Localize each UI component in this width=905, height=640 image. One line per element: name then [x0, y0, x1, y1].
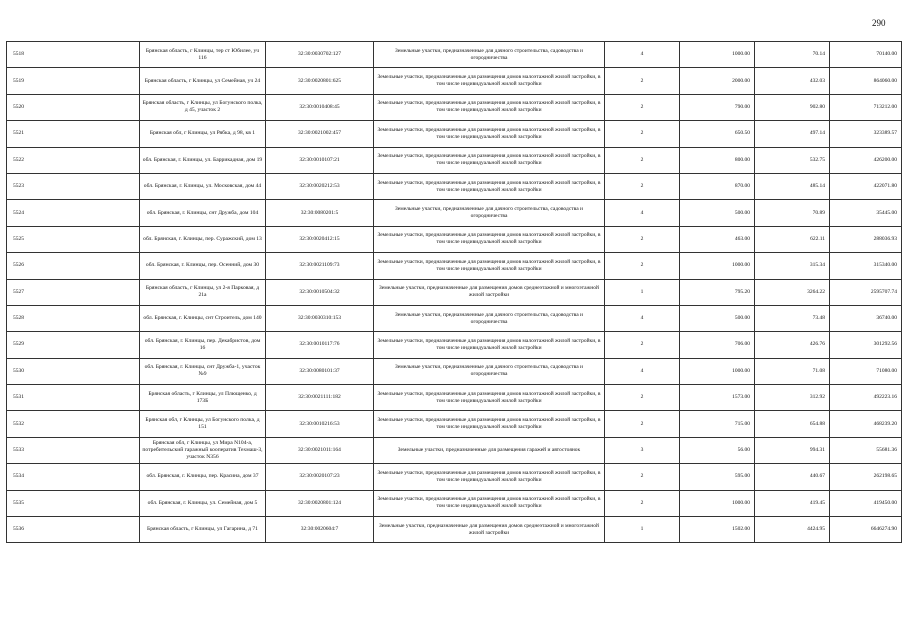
- cell-cadastral-value: 55681.36: [830, 437, 902, 463]
- cell-address: Брянская область, г Клинцы, ул Плющенко, д 173Б: [140, 385, 266, 411]
- cell-specific-value: 440.67: [755, 464, 830, 490]
- cell-group-code: 4: [605, 200, 680, 226]
- cell-area: 2000.00: [680, 68, 755, 94]
- cell-land-use-type: Земельные участки, предназначенные для дачного строительства, садоводства и огородничества: [374, 42, 605, 68]
- cell-address: Брянская область, г Клинцы, тер ст Юбилее, уч 116: [140, 42, 266, 68]
- cell-specific-value: 71.08: [755, 358, 830, 384]
- cell-address: обл. Брянская, г. Клинцы, снт Дружба, дом 104: [140, 200, 266, 226]
- cell-area: 1000.00: [680, 253, 755, 279]
- cell-row-number: 5522: [7, 147, 140, 173]
- cell-cadastral-number: 32:30:0020801:124: [266, 490, 374, 516]
- table-row: [7, 200, 902, 226]
- cell-cadastral-value: 288036.93: [830, 226, 902, 252]
- cell-group-code: 1: [605, 517, 680, 543]
- cell-specific-value: 70.89: [755, 200, 830, 226]
- cell-row-number: 5528: [7, 305, 140, 331]
- cell-row-number: 5518: [7, 42, 140, 68]
- table-row: [7, 42, 902, 68]
- cell-land-use-type: Земельные участки, предназначенные для размещения домов малоэтажной жилой застройки, в том числе индивидуальной жилой застройки: [374, 332, 605, 358]
- cell-group-code: 2: [605, 490, 680, 516]
- cell-specific-value: 532.75: [755, 147, 830, 173]
- table-row: [7, 253, 902, 279]
- land-plots-table: [6, 41, 902, 543]
- cell-specific-value: 426.76: [755, 332, 830, 358]
- cell-area: 595.00: [680, 464, 755, 490]
- cell-group-code: 2: [605, 385, 680, 411]
- cell-specific-value: 312.92: [755, 385, 830, 411]
- cell-address: Брянская область, г Клинцы, ул Богунского полка, д 45, участок 2: [140, 94, 266, 120]
- cell-row-number: 5519: [7, 68, 140, 94]
- cell-group-code: 2: [605, 226, 680, 252]
- cell-cadastral-number: 32:30:0080101:37: [266, 358, 374, 384]
- cell-row-number: 5521: [7, 121, 140, 147]
- table-row: [7, 147, 902, 173]
- cell-specific-value: 485.14: [755, 173, 830, 199]
- table-row: [7, 464, 902, 490]
- table-row: [7, 226, 902, 252]
- cell-land-use-type: Земельные участки, предназначенные для размещения домов малоэтажной жилой застройки, в том числе индивидуальной жилой застройки: [374, 147, 605, 173]
- cell-specific-value: 497.14: [755, 121, 830, 147]
- cell-cadastral-number: 32:30:0020107:23: [266, 464, 374, 490]
- cell-area: 1000.00: [680, 490, 755, 516]
- cell-row-number: 5532: [7, 411, 140, 437]
- cell-group-code: 2: [605, 411, 680, 437]
- cell-land-use-type: Земельные участки, предназначенные для размещения домов малоэтажной жилой застройки, в том числе индивидуальной жилой застройки: [374, 385, 605, 411]
- cell-address: Брянская область, г Клинцы, ул 2-я Парковая, д 21а: [140, 279, 266, 305]
- cell-land-use-type: Земельные участки, предназначенные для размещения домов среднеэтажной и многоэтажной жилой застройки: [374, 279, 605, 305]
- cell-cadastral-value: 70140.00: [830, 42, 902, 68]
- cell-group-code: 2: [605, 121, 680, 147]
- cell-cadastral-value: 492223.16: [830, 385, 902, 411]
- cell-area: 795.20: [680, 279, 755, 305]
- cell-cadastral-value: 422071.80: [830, 173, 902, 199]
- cell-land-use-type: Земельные участки, предназначенные для дачного строительства, садоводства и огородничества: [374, 200, 605, 226]
- cell-address: Брянская обл, г Клинцы, ул Богунского полка, д 151: [140, 411, 266, 437]
- cell-row-number: 5534: [7, 464, 140, 490]
- cell-area: 1000.00: [680, 42, 755, 68]
- cell-cadastral-value: 315340.00: [830, 253, 902, 279]
- cell-area: 870.00: [680, 173, 755, 199]
- cell-address: обл. Брянская, г. Клинцы, пер. Декабристов, дом 16: [140, 332, 266, 358]
- cell-specific-value: 3264.22: [755, 279, 830, 305]
- cell-area: 56.00: [680, 437, 755, 463]
- table-row: [7, 437, 902, 463]
- cell-land-use-type: Земельные участки, предназначенные для размещения домов малоэтажной жилой застройки, в том числе индивидуальной жилой застройки: [374, 121, 605, 147]
- table-row: [7, 68, 902, 94]
- cell-land-use-type: Земельные участки, предназначенные для дачного строительства, садоводства и огородничества: [374, 358, 605, 384]
- cell-cadastral-value: 323389.57: [830, 121, 902, 147]
- cell-cadastral-value: 864060.00: [830, 68, 902, 94]
- cell-specific-value: 70.14: [755, 42, 830, 68]
- cell-area: 715.00: [680, 411, 755, 437]
- cell-area: 706.00: [680, 332, 755, 358]
- cell-row-number: 5531: [7, 385, 140, 411]
- cell-specific-value: 419.45: [755, 490, 830, 516]
- cell-cadastral-number: 32:30:0020212:53: [266, 173, 374, 199]
- cell-address: обл. Брянская, г. Клинцы, пер. Осенний, дом 30: [140, 253, 266, 279]
- table-row: [7, 517, 902, 543]
- cell-cadastral-number: 32:30:0080201:5: [266, 200, 374, 226]
- cell-area: 1502.00: [680, 517, 755, 543]
- cell-group-code: 2: [605, 147, 680, 173]
- cell-specific-value: 902.80: [755, 94, 830, 120]
- cell-cadastral-number: 32:30:0020412:15: [266, 226, 374, 252]
- cell-group-code: 2: [605, 68, 680, 94]
- cell-address: обл. Брянская, г. Клинцы, пер. Красина, дом 37: [140, 464, 266, 490]
- cell-cadastral-value: 301292.56: [830, 332, 902, 358]
- cell-cadastral-value: 35445.00: [830, 200, 902, 226]
- cell-specific-value: 315.34: [755, 253, 830, 279]
- table-row: [7, 94, 902, 120]
- cell-row-number: 5525: [7, 226, 140, 252]
- cell-cadastral-value: 71080.00: [830, 358, 902, 384]
- cell-cadastral-number: 32:30:0010408:45: [266, 94, 374, 120]
- cell-group-code: 2: [605, 94, 680, 120]
- cell-address: обл. Брянская, г. Клинцы, снт Дружба-1, участок №9: [140, 358, 266, 384]
- cell-cadastral-value: 262198.65: [830, 464, 902, 490]
- cell-land-use-type: Земельные участки, предназначенные для размещения домов малоэтажной жилой застройки, в том числе индивидуальной жилой застройки: [374, 68, 605, 94]
- cell-land-use-type: Земельные участки, предназначенные для дачного строительства, садоводства и огородничества: [374, 305, 605, 331]
- cell-cadastral-value: 2595707.74: [830, 279, 902, 305]
- cell-address: Брянская обл, г Клинцы, ул Мира N104-а, потребительский гаражный кооператив Техмаш-3, участок N356: [140, 437, 266, 463]
- cell-specific-value: 73.48: [755, 305, 830, 331]
- cell-land-use-type: Земельные участки, предназначенные для размещения домов малоэтажной жилой застройки, в том числе индивидуальной жилой застройки: [374, 464, 605, 490]
- cell-cadastral-value: 426200.00: [830, 147, 902, 173]
- cell-address: Брянская область, г Клинцы, ул Семейная, уч 24: [140, 68, 266, 94]
- cell-cadastral-value: 713212.00: [830, 94, 902, 120]
- cell-land-use-type: Земельные участки, предназначенные для размещения домов малоэтажной жилой застройки, в том числе индивидуальной жилой застройки: [374, 226, 605, 252]
- cell-row-number: 5529: [7, 332, 140, 358]
- cell-specific-value: 994.31: [755, 437, 830, 463]
- cell-row-number: 5523: [7, 173, 140, 199]
- table-row: [7, 385, 902, 411]
- cell-group-code: 1: [605, 279, 680, 305]
- table-row: [7, 305, 902, 331]
- cell-cadastral-value: 6646274.90: [830, 517, 902, 543]
- cell-cadastral-number: 32:30:0030702:127: [266, 42, 374, 68]
- cell-group-code: 2: [605, 332, 680, 358]
- cell-specific-value: 4424.95: [755, 517, 830, 543]
- cell-area: 463.00: [680, 226, 755, 252]
- table-row: [7, 121, 902, 147]
- cell-land-use-type: Земельные участки, предназначенные для размещения домов малоэтажной жилой застройки, в том числе индивидуальной жилой застройки: [374, 253, 605, 279]
- cell-row-number: 5527: [7, 279, 140, 305]
- cell-group-code: 2: [605, 173, 680, 199]
- cell-group-code: 4: [605, 358, 680, 384]
- cell-row-number: 5520: [7, 94, 140, 120]
- cell-land-use-type: Земельные участки, предназначенные для размещения домов малоэтажной жилой застройки, в том числе индивидуальной жилой застройки: [374, 94, 605, 120]
- table-row: [7, 279, 902, 305]
- table-row: [7, 358, 902, 384]
- cell-address: Брянская область, г Клинцы, ул Гагарина, д 71: [140, 517, 266, 543]
- cell-cadastral-number: 32:30:0021011:164: [266, 437, 374, 463]
- cell-cadastral-number: 32:30:0010117:76: [266, 332, 374, 358]
- cell-row-number: 5530: [7, 358, 140, 384]
- table-row: [7, 173, 902, 199]
- cell-address: обл. Брянская, г. Клинцы, пер. Суражский, дом 13: [140, 226, 266, 252]
- cell-cadastral-number: 32:30:0030310:153: [266, 305, 374, 331]
- cell-area: 790.00: [680, 94, 755, 120]
- cell-group-code: 2: [605, 464, 680, 490]
- cell-group-code: 2: [605, 253, 680, 279]
- cell-land-use-type: Земельные участки, предназначенные для размещения домов малоэтажной жилой застройки, в том числе индивидуальной жилой застройки: [374, 173, 605, 199]
- cell-area: 800.00: [680, 147, 755, 173]
- cell-row-number: 5535: [7, 490, 140, 516]
- cell-address: Брянская обл, г Клинцы, ул Рябка, д 98, кв 1: [140, 121, 266, 147]
- cell-specific-value: 622.11: [755, 226, 830, 252]
- cell-address: обл. Брянская, г. Клинцы, ул. Семейная, дом 5: [140, 490, 266, 516]
- table-body: [7, 42, 902, 543]
- cell-group-code: 3: [605, 437, 680, 463]
- cell-address: обл. Брянская, г. Клинцы, снт Строитель, дом 140: [140, 305, 266, 331]
- cell-group-code: 4: [605, 305, 680, 331]
- table-row: [7, 490, 902, 516]
- cell-row-number: 5524: [7, 200, 140, 226]
- cell-row-number: 5526: [7, 253, 140, 279]
- cell-cadastral-value: 468239.20: [830, 411, 902, 437]
- cell-address: обл. Брянская, г. Клинцы, ул. Московская, дом 44: [140, 173, 266, 199]
- cell-cadastral-number: 32:30:0020801:625: [266, 68, 374, 94]
- cell-cadastral-number: 32:30:0010216:53: [266, 411, 374, 437]
- cell-cadastral-number: 32:30:0021109:73: [266, 253, 374, 279]
- cell-land-use-type: Земельные участки, предназначенные для размещения гаражей и автостоянок: [374, 437, 605, 463]
- cell-cadastral-number: 32:30:0021002:457: [266, 121, 374, 147]
- table-row: [7, 332, 902, 358]
- cell-specific-value: 654.88: [755, 411, 830, 437]
- cell-area: 1573.00: [680, 385, 755, 411]
- cell-cadastral-number: 32:30:0010107:21: [266, 147, 374, 173]
- cell-address: обл. Брянская, г. Клинцы, ул. Баррикадная, дом 19: [140, 147, 266, 173]
- cell-cadastral-number: 32:30:0020604:7: [266, 517, 374, 543]
- page-number: 290: [872, 18, 886, 28]
- cell-cadastral-number: 32:30:0021111:182: [266, 385, 374, 411]
- cell-cadastral-number: 32:30:0010504:32: [266, 279, 374, 305]
- table-row: [7, 411, 902, 437]
- cell-cadastral-value: 419450.00: [830, 490, 902, 516]
- cell-land-use-type: Земельные участки, предназначенные для размещения домов малоэтажной жилой застройки, в том числе индивидуальной жилой застройки: [374, 411, 605, 437]
- cell-land-use-type: Земельные участки, предназначенные для размещения домов малоэтажной жилой застройки, в том числе индивидуальной жилой застройки: [374, 490, 605, 516]
- cell-area: 650.50: [680, 121, 755, 147]
- cell-group-code: 4: [605, 42, 680, 68]
- cell-row-number: 5533: [7, 437, 140, 463]
- cell-land-use-type: Земельные участки, предназначенные для размещения домов среднеэтажной и многоэтажной жилой застройки: [374, 517, 605, 543]
- cell-area: 1000.00: [680, 358, 755, 384]
- cell-area: 500.00: [680, 305, 755, 331]
- cell-row-number: 5536: [7, 517, 140, 543]
- cell-cadastral-value: 36740.00: [830, 305, 902, 331]
- cell-area: 500.00: [680, 200, 755, 226]
- cell-specific-value: 432.03: [755, 68, 830, 94]
